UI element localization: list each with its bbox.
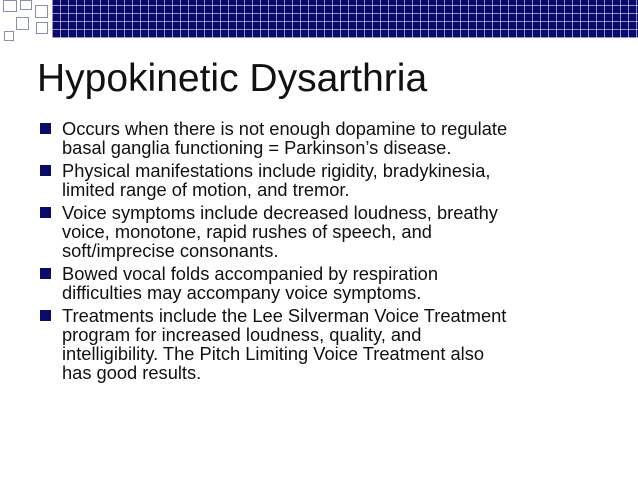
deco-square bbox=[4, 31, 14, 41]
checkered-header-bar bbox=[52, 0, 638, 38]
bullet-list bbox=[38, 119, 598, 386]
deco-square bbox=[20, 0, 32, 10]
bullet-item bbox=[38, 119, 598, 157]
deco-square bbox=[35, 5, 48, 18]
bullet-item bbox=[38, 161, 598, 199]
bullet-item bbox=[38, 306, 598, 382]
bullet-text: Bowed vocal folds accompanied by respiration difficulties may accompany voice symptoms. bbox=[62, 263, 438, 303]
square-bullet-icon bbox=[40, 310, 51, 321]
square-bullet-icon bbox=[40, 207, 51, 218]
slide-title: Hypokinetic Dysarthria bbox=[37, 57, 428, 100]
bullet-item bbox=[38, 264, 598, 302]
deco-square bbox=[3, 0, 17, 12]
square-bullet-icon bbox=[40, 123, 51, 134]
bullet-item bbox=[38, 203, 598, 260]
deco-square bbox=[16, 17, 29, 30]
square-bullet-icon bbox=[40, 268, 51, 279]
deco-square bbox=[36, 22, 48, 34]
bullet-text: Occurs when there is not enough dopamine to regulate basal ganglia functioning = Parkinson’s disease. bbox=[62, 118, 508, 158]
bullet-text: Physical manifestations include rigidity, bradykinesia, limited range of motion, and tremor. bbox=[62, 160, 491, 200]
bullet-text: Treatments include the Lee Silverman Voice Treatment program for increased loudness, quality, and intelligibility. The Pitch Limiting Voice Treatment also has good results. bbox=[62, 305, 507, 383]
bullet-text: Voice symptoms include decreased loudness, breathy voice, monotone, rapid rushes of speech, and soft/imprecise consonants. bbox=[62, 202, 498, 261]
square-bullet-icon bbox=[40, 165, 51, 176]
